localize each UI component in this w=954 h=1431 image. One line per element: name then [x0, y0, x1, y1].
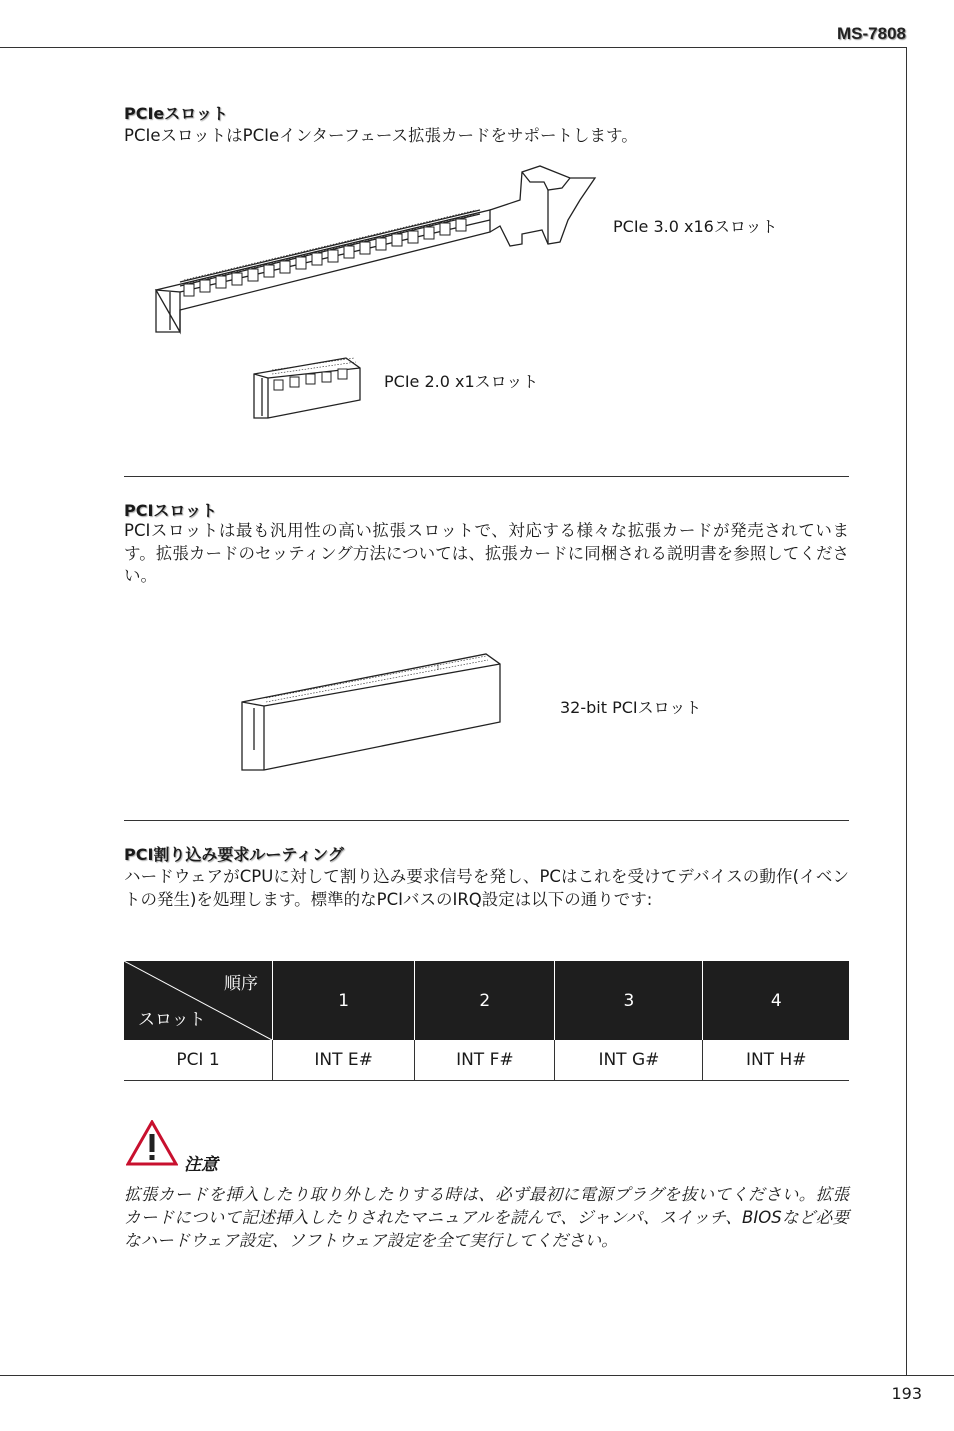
pcie-x16-caption: PCIe 3.0 x16スロット	[613, 217, 778, 236]
table-header-cell: 3	[555, 961, 703, 1040]
table-header-cell: 4	[703, 961, 849, 1040]
pcie-section-body: PCIeスロットはPCIeインターフェース拡張カードをサポートします。	[124, 126, 638, 145]
table-header-cell: 1	[273, 961, 415, 1040]
irq-table	[124, 961, 849, 1081]
pci-caption: 32-bit PCIスロット	[560, 698, 702, 717]
warning-triangle-icon	[126, 1120, 178, 1166]
irq-section-title: PCI割り込み要求ルーティング	[124, 845, 344, 864]
model-name: MS-7808	[837, 24, 906, 43]
warning-body: 拡張カードを挿入したり取り外したりする時は、必ず最初に電源プラグを抜いてください。拡張カードについて記述挿入したりされたマニュアルを読んで、ジャンパ、スイッチ、BIOSなど必要なハードウェア設定、ソフトウェア設定を全て実行してください。	[124, 1185, 849, 1250]
table-cell: INT F#	[415, 1040, 555, 1081]
table-cell: INT G#	[555, 1040, 703, 1081]
pci-section-title: PCIスロット	[124, 501, 218, 520]
table-header-cell: 2	[415, 961, 555, 1040]
table-header-row	[124, 961, 849, 1040]
table-corner-cell	[124, 961, 273, 1040]
header-rule	[0, 47, 907, 48]
corner-label-order: 順序	[224, 974, 258, 994]
table-cell-slot: PCI 1	[124, 1040, 273, 1081]
table-row	[124, 1040, 849, 1081]
page-number: 193	[891, 1384, 922, 1403]
right-margin-rule	[906, 47, 907, 1375]
table-cell: INT H#	[703, 1040, 849, 1081]
pcie-x1-caption: PCIe 2.0 x1スロット	[384, 372, 539, 391]
pci-slot-illustration	[238, 650, 508, 775]
section-divider	[124, 820, 849, 821]
footer-rule	[0, 1375, 954, 1376]
irq-section-body: ハードウェアがCPUに対して割り込み要求信号を発し、PCはこれを受けてデバイスの動作(イベントの発生)を処理します。標準的なPCIバスのIRQ設定は以下の通りです:	[124, 867, 849, 909]
section-divider	[124, 476, 849, 477]
corner-label-slot: スロット	[138, 1010, 206, 1030]
pci-section-body: PCIスロットは最も汎用性の高い拡張スロットで、対応する様々な拡張カードが発売されています。拡張カードのセッティング方法については、拡張カードに同梱される説明書を参照してください。	[124, 521, 849, 585]
pcie-x1-slot-illustration	[250, 352, 365, 424]
pcie-section-title: PCIeスロット	[124, 104, 228, 123]
warning-title: 注意	[184, 1155, 218, 1175]
pcie-x16-slot-illustration	[150, 160, 600, 340]
table-cell: INT E#	[273, 1040, 415, 1081]
